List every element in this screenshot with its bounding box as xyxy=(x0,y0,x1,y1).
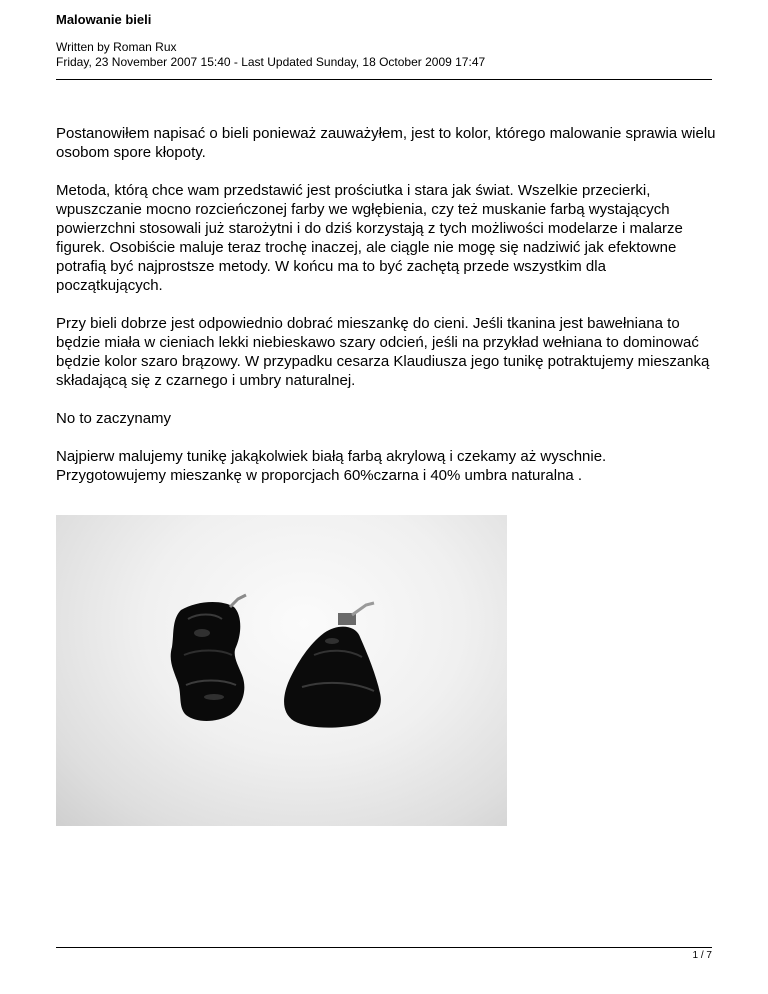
document-header xyxy=(56,12,712,70)
header-divider xyxy=(56,79,712,80)
footer-divider xyxy=(56,947,712,948)
paragraph-5: Najpierw malujemy tunikę jakąkolwiek białą farbą akrylową i czekamy aż wyschnie. Przygotowujemy mieszankę w proporcjach 60%czarna i 40% umbra naturalna . xyxy=(56,448,607,484)
figurine-photo xyxy=(56,515,507,826)
article-body xyxy=(56,124,716,504)
paragraph-2: Metoda, którą chce wam przedstawić jest prościutka i stara jak świat. Wszelkie przecierki, wpuszczanie mocno rozcieńczonej farby we wgłębienia, czy też muskanie farbą wystających powierzchni stosowali już starożytni i do dziś korzystają z tych możliwości modelarze i malarze figurek. Osobiście maluje teraz trochę inaczej, ale ciągle nie mogę się nadziwić jak efektowne potrafią być najprostsze metody. W końcu ma to być zachętą przede wszystkim dla początkujących. xyxy=(56,182,683,294)
author-line: Written by Roman Rux xyxy=(56,40,177,54)
right-figurine xyxy=(284,603,381,728)
date-line: Friday, 23 November 2007 15:40 - Last Updated Sunday, 18 October 2009 17:47 xyxy=(56,55,486,69)
figurine-photo-drawing xyxy=(56,515,507,826)
left-figurine xyxy=(171,595,246,721)
paragraph-4: No to zaczynamy xyxy=(56,410,172,427)
paragraph-1: Postanowiłem napisać o bieli ponieważ zauważyłem, jest to kolor, którego malowanie sprawia wielu osobom spore kłopoty. xyxy=(56,125,716,161)
page-number: 1 / 7 xyxy=(692,950,712,961)
paragraph-3: Przy bieli dobrze jest odpowiednio dobrać mieszankę do cieni. Jeśli tkanina jest bawełniana to będzie miała w cieniach lekki niebieskawo szary odcień, jeśli na przykład wełniana to dominować będzie kolor szaro brązowy. W przypadku cesarza Klaudiusza jego tunikę potraktujemy mieszanką składającą się z czarnego i umbry naturalnej. xyxy=(56,315,710,389)
document-title: Malowanie bieli xyxy=(56,12,152,27)
